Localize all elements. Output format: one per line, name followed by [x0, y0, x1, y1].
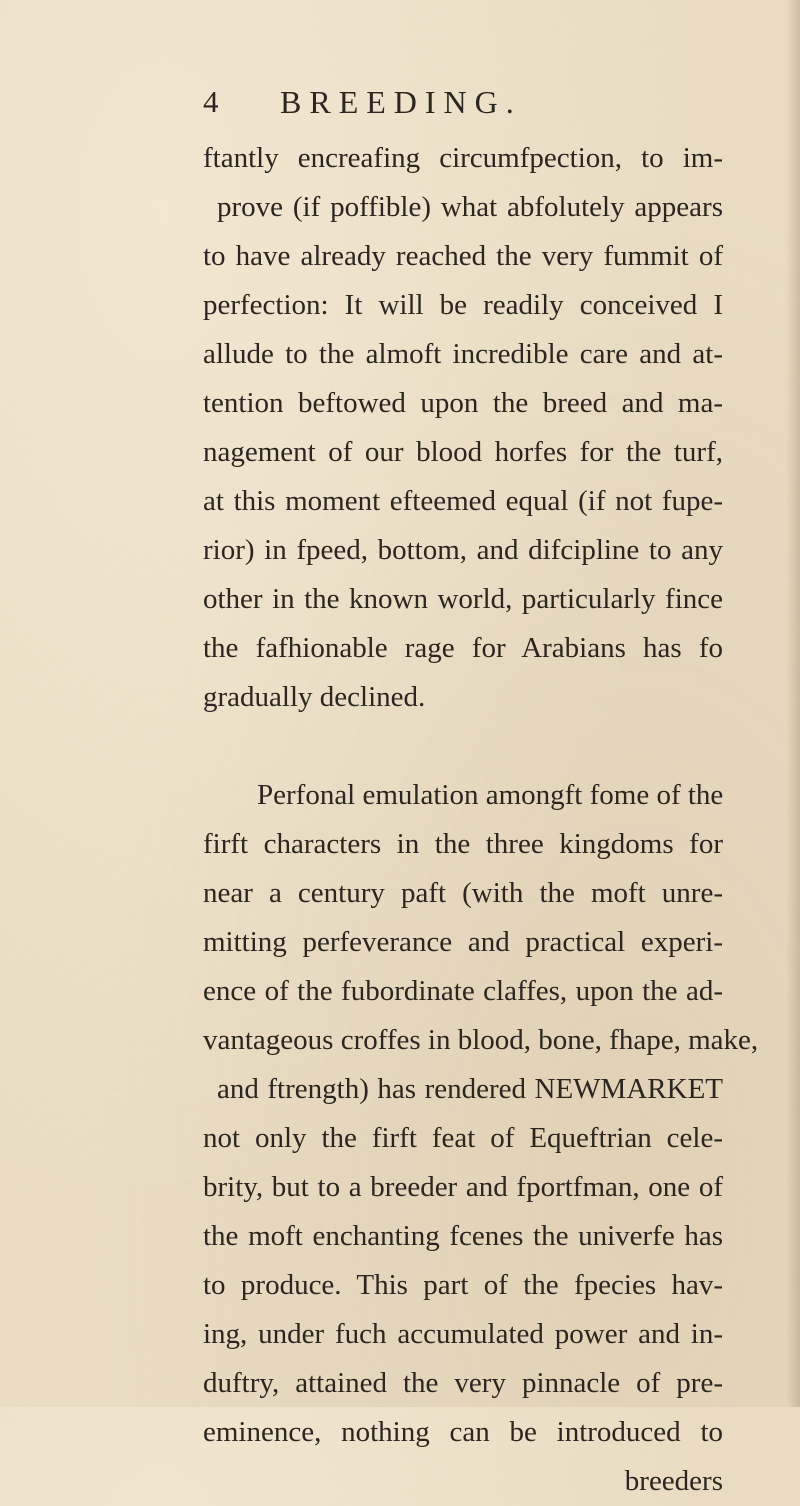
text-line: not only the firft feat of Equeftrian cele- — [203, 1122, 723, 1154]
text-line: allude to the almoft incredible care and at- — [203, 338, 723, 370]
text-line: other in the known world, particularly fince — [203, 583, 723, 615]
text-line: mitting perfeverance and practical experi- — [203, 926, 723, 958]
text-line: vantageous croffes in blood, bone, fhape, make, — [203, 1024, 759, 1056]
text-line: brity, but to a breeder and fportfman, one of — [203, 1171, 723, 1203]
text-line: at this moment efteemed equal (if not fupe- — [203, 485, 723, 517]
text-line: to produce. This part of the fpecies hav- — [203, 1269, 723, 1301]
page-number: 4 — [203, 84, 219, 119]
page-header — [203, 78, 723, 126]
text-line: prove (if poffible) what abfolutely appears — [217, 191, 723, 223]
text-line: eminence, nothing can be introduced to — [203, 1416, 723, 1448]
text-line: to have already reached the very fummit of — [203, 240, 723, 272]
text-line: ence of the fubordinate claffes, upon the ad- — [203, 975, 723, 1007]
paragraph-gap — [203, 722, 723, 771]
text-line: nagement of our blood horfes for the turf, — [203, 436, 723, 468]
text-line: firft characters in the three kingdoms for — [203, 828, 723, 860]
body-text — [203, 134, 759, 1506]
text-line: the moft enchanting fcenes the univerfe has — [203, 1220, 723, 1252]
text-line: ftantly encreafing circumfpection, to im- — [203, 142, 723, 174]
text-line: rior) in fpeed, bottom, and difcipline to any — [203, 534, 723, 566]
paragraph-2 — [203, 771, 759, 1457]
text-line: perfection: It will be readily conceived I — [203, 289, 723, 321]
paragraph-1 — [203, 134, 723, 722]
text-line: duftry, attained the very pinnacle of pre- — [203, 1367, 723, 1399]
text-line: gradually declined. — [203, 681, 426, 713]
text-line: tention beftowed upon the breed and ma- — [203, 387, 723, 419]
catchword: breeders — [624, 1465, 723, 1497]
text-line: ing, under fuch accumulated power and in- — [203, 1318, 723, 1350]
text-line: the fafhionable rage for Arabians has fo — [203, 632, 723, 664]
text-line: Perfonal emulation amongft fome of the — [257, 779, 724, 811]
text-line: and ftrength) has rendered NEWMARKET — [217, 1073, 723, 1105]
running-title: BREEDING. — [280, 84, 522, 120]
text-line: near a century paft (with the moft unre- — [203, 877, 723, 909]
page-edge-shadow — [786, 0, 800, 1407]
